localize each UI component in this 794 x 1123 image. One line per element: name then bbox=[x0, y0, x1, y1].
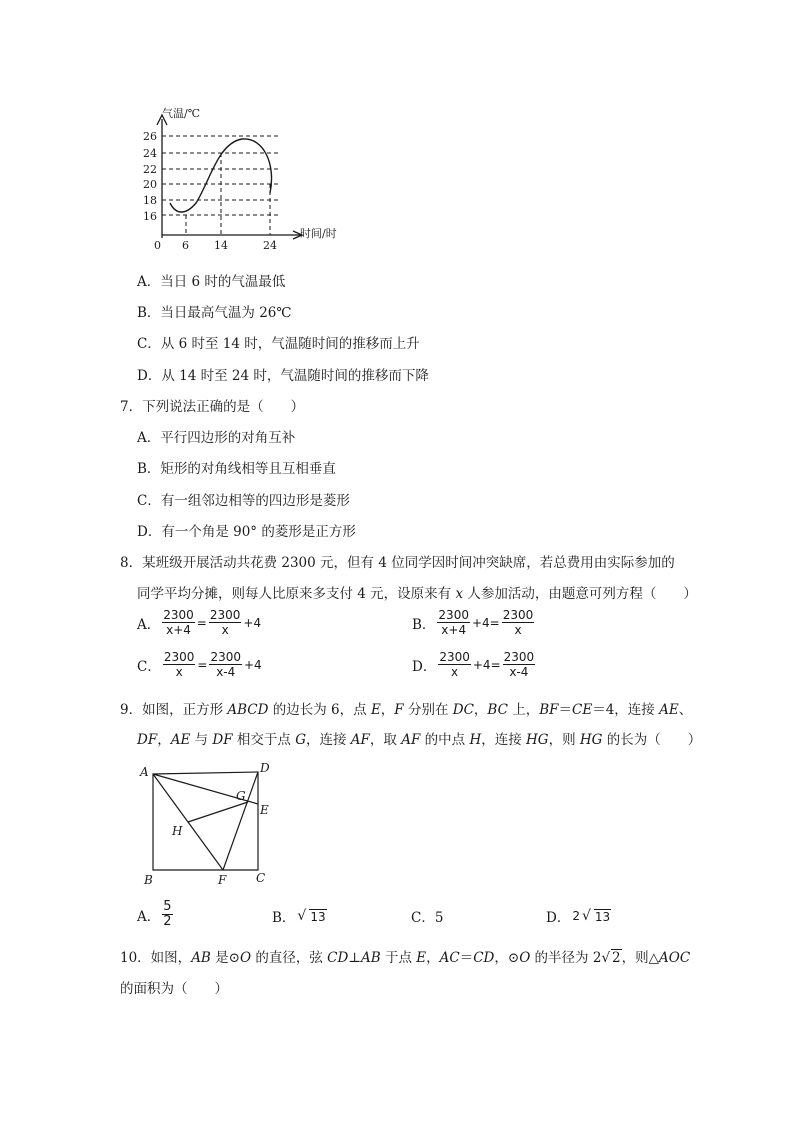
q6-option-a[interactable]: A．当日 6 时的气温最低 bbox=[137, 274, 286, 290]
q7-option-a[interactable]: A．平行四边形的对角互补 bbox=[137, 430, 296, 446]
ytick-16: 16 bbox=[143, 210, 157, 223]
q8-option-d[interactable]: D． $\frac{2300}{x}$ +4= $\frac{2300}{x-4}$ bbox=[412, 650, 535, 679]
q9-option-d[interactable]: D． 2 √ 13 bbox=[546, 908, 611, 926]
point-label-a: A bbox=[140, 765, 149, 779]
q10-stem-line1: 10．如图，AB 是⊙O 的直径，弦 CD⊥AB 于点 E，AC＝CD，⊙O 的半径为 2√ 2，则△AOC bbox=[120, 950, 691, 966]
point-label-e: E bbox=[260, 803, 269, 817]
xtick-0: 0 bbox=[154, 239, 161, 252]
xtick-6: 6 bbox=[182, 239, 189, 252]
q10-stem-line2: 的面积为（ ） bbox=[120, 981, 228, 997]
square-figure bbox=[138, 762, 278, 888]
point-label-b: B bbox=[144, 873, 153, 887]
graph-xlabel: 时间/时 bbox=[300, 227, 337, 240]
q7-option-b[interactable]: B．矩形的对角线相等且互相垂直 bbox=[137, 461, 336, 477]
temperature-graph bbox=[140, 103, 350, 253]
point-label-g: G bbox=[236, 789, 246, 803]
graph-ylabel: 气温/℃ bbox=[162, 107, 201, 120]
q7-option-d[interactable]: D．有一个角是 90° 的菱形是正方形 bbox=[137, 524, 356, 540]
q7-option-c[interactable]: C．有一组邻边相等的四边形是菱形 bbox=[137, 493, 350, 509]
q8-stem-line1: 8．某班级开展活动共花费 2300 元，但有 4 位同学因时间冲突缺席，若总费用由实际参加的 bbox=[120, 555, 675, 571]
q9-option-a[interactable]: A． $\frac{5}{2}$ bbox=[137, 899, 172, 929]
ytick-22: 22 bbox=[143, 163, 157, 176]
graph-gridlines bbox=[162, 136, 280, 235]
segment-hg bbox=[188, 802, 248, 822]
point-label-h: H bbox=[172, 824, 183, 838]
q6-option-b[interactable]: B．当日最高气温为 26℃ bbox=[137, 305, 292, 321]
graph-axes bbox=[157, 115, 302, 239]
point-label-d: D bbox=[260, 762, 270, 775]
point-label-c: C bbox=[256, 871, 266, 885]
square-abcd bbox=[153, 772, 258, 870]
ytick-18: 18 bbox=[143, 194, 157, 207]
xtick-14: 14 bbox=[214, 239, 228, 252]
segment-df bbox=[223, 772, 258, 870]
q9-option-c[interactable]: C．5 bbox=[411, 910, 444, 926]
xtick-24: 24 bbox=[263, 239, 277, 252]
q9-option-b[interactable]: B． √ 13 bbox=[272, 908, 326, 926]
q8-option-b[interactable]: B． $\frac{2300}{x+4}$ +4= $\frac{2300}{x}$ bbox=[412, 608, 534, 637]
ytick-26: 26 bbox=[143, 130, 157, 143]
q8-option-c[interactable]: C． $\frac{2300}{x}$ = $\frac{2300}{x-4}$ +4 bbox=[137, 650, 262, 679]
ytick-20: 20 bbox=[143, 178, 157, 191]
q9-stem-line1: 9．如图，正方形 ABCD 的边长为 6，点 E，F 分别在 DC，BC 上，BF＝CE＝4，连接 AE、 bbox=[120, 702, 693, 718]
q6-option-d[interactable]: D．从 14 时至 24 时，气温随时间的推移而下降 bbox=[137, 368, 429, 384]
point-label-f: F bbox=[218, 873, 227, 887]
q8-option-a[interactable]: A． $\frac{2300}{x+4}$ = $\frac{2300}{x}$ +4 bbox=[137, 608, 262, 637]
q6-option-c[interactable]: C．从 6 时至 14 时，气温随时间的推移而上升 bbox=[137, 336, 420, 352]
ytick-24: 24 bbox=[143, 147, 157, 160]
q7-stem: 7．下列说法正确的是（ ） bbox=[120, 399, 305, 415]
q9-stem-line2: DF，AE 与 DF 相交于点 G，连接 AF，取 AF 的中点 H，连接 HG，则 HG 的长为（ ） bbox=[137, 732, 702, 748]
q8-stem-line2: 同学平均分摊，则每人比原来多支付 4 元，设原来有 x 人参加活动，由题意可列方程（ ） bbox=[137, 586, 697, 602]
